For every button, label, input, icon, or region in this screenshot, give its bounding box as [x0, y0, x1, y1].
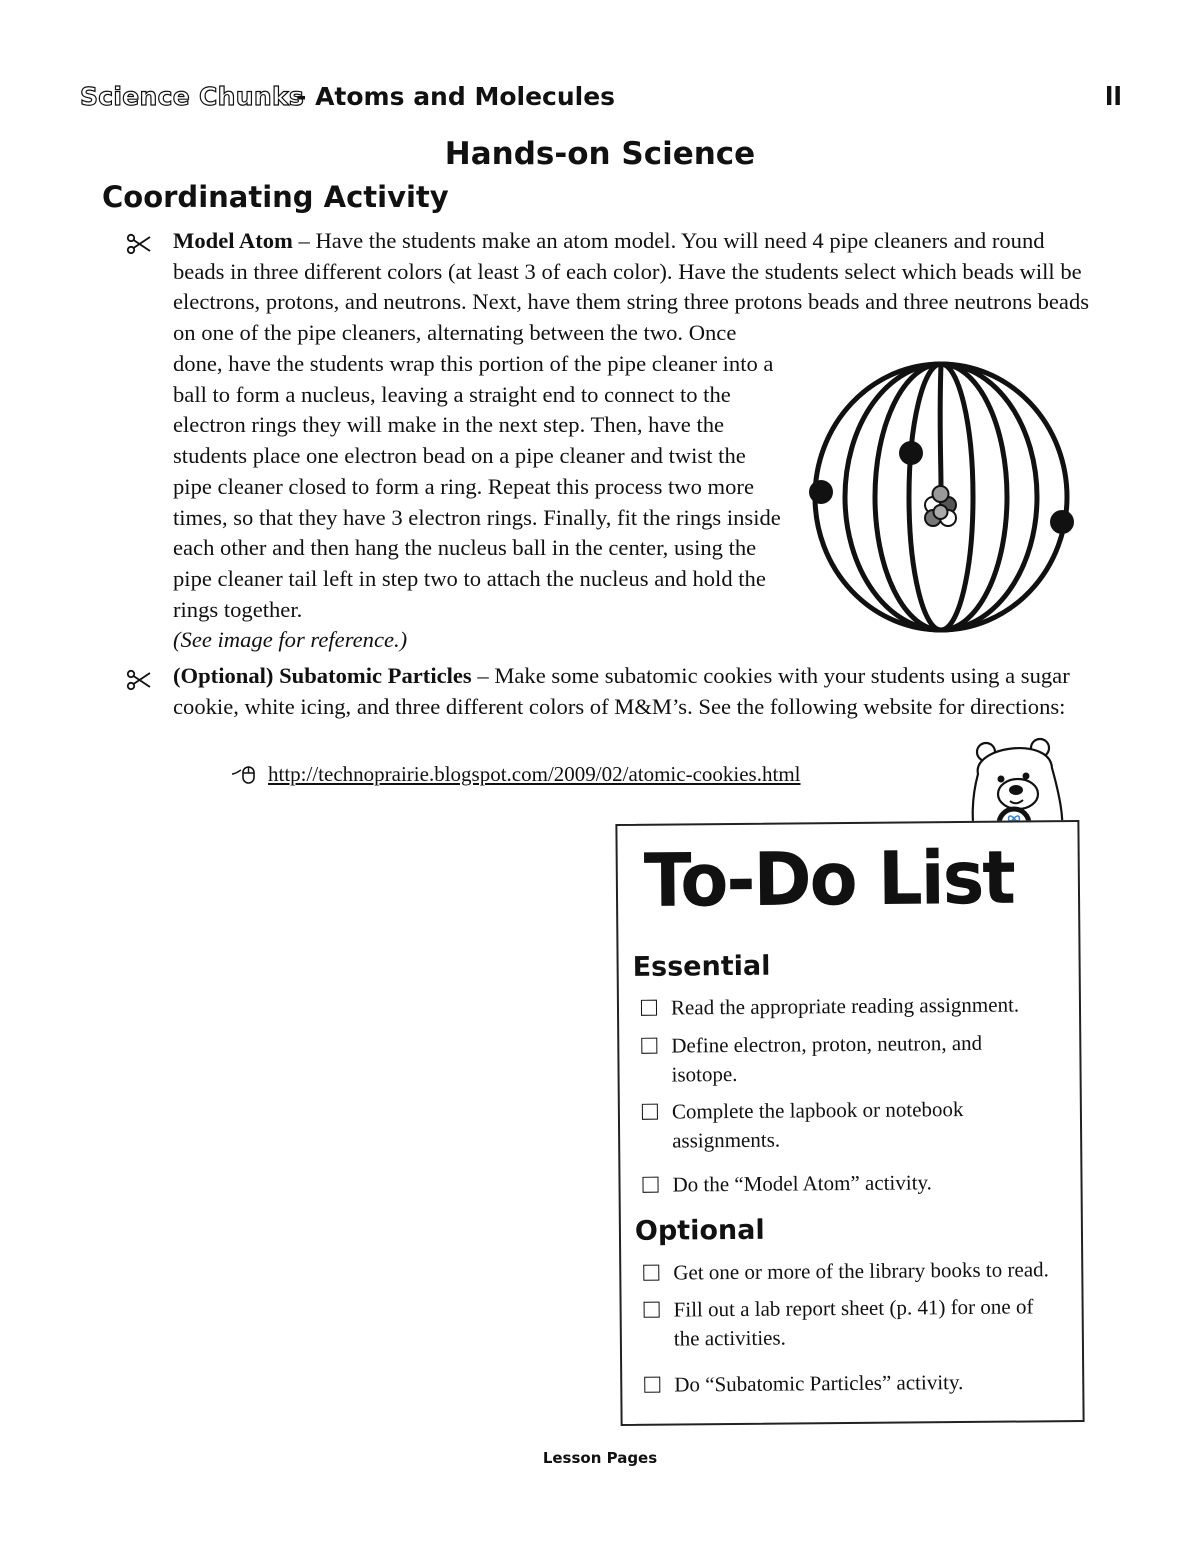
activity-label: (Optional) Subatomic Particles — [173, 663, 472, 688]
cookies-website-link[interactable]: http://technoprairie.blogspot.com/2009/02/atomic-cookies.html — [268, 762, 801, 786]
activity-text: – Have the students make an atom model. You will need 4 pipe cleaners and round beads in three different colors (at least 3 of each color). Have the students select which beads will be electrons, protons, and neutrons. Next, have them string three protons beads and three neutrons beads on one of the pipe cleaners, alternating between the two. Once — [173, 228, 1090, 346]
scissors-icon — [126, 232, 152, 256]
checklist-item[interactable]: Complete the lapbook or notebook assignments. — [642, 1094, 1062, 1098]
activity-text: – Make some subatomic cookies with your students using a sugar cookie, white icing, and three different colors of M&M’s. See the following website for directions: — [173, 663, 1070, 719]
subatomic-paragraph — [173, 661, 1103, 722]
scissors-icon — [126, 668, 152, 692]
model-atom-paragraph — [173, 226, 1093, 349]
page-header — [80, 80, 1122, 120]
activity-text-continued: done, have the students wrap this portion of the pipe cleaner into a ball to form a nucleus, leaving a straight end to connect to the electron rings they will make in the next step. Then, have the students place one electron bead on a pipe cleaner and twist the pipe cleaner closed to form a ring. Repeat this process two more times, so that they have 3 electron rings. Finally, fit the rings inside each other and then hang the nucleus ball in the center, using the pipe cleaner tail left in step two to attach the nucleus and hold the rings together. — [173, 351, 781, 622]
checklist-item[interactable]: Read the appropriate reading assignment. — [641, 990, 1061, 994]
checklist-item[interactable]: Do the “Model Atom” activity. — [642, 1167, 1062, 1171]
mouse-icon — [230, 764, 260, 786]
brand-title: Science Chunks — [80, 82, 305, 111]
checkbox[interactable] — [643, 1265, 659, 1281]
chapter-title: - Atoms and Molecules — [296, 82, 616, 111]
page-title: Hands-on Science — [444, 136, 756, 172]
section-heading: Coordinating Activity — [102, 180, 449, 214]
todo-card — [615, 820, 1084, 1426]
checklist-item[interactable]: Do “Subatomic Particles” activity. — [644, 1367, 1064, 1371]
page-number: ll — [1104, 82, 1122, 111]
atom-model-icon — [805, 360, 1077, 640]
essential-heading: Essential — [632, 950, 771, 983]
checklist-item[interactable]: Get one or more of the library books to read. — [643, 1255, 1063, 1259]
model-atom-paragraph-cont — [173, 349, 788, 656]
todo-title: To-Do List — [643, 834, 1015, 924]
activity-label: Model Atom — [173, 228, 293, 253]
checkbox[interactable] — [642, 1177, 658, 1193]
checkbox[interactable] — [641, 1000, 657, 1016]
checkbox[interactable] — [644, 1302, 660, 1318]
optional-heading: Optional — [634, 1214, 765, 1247]
checklist-item[interactable]: Fill out a lab report sheet (p. 41) for one of the activities. — [644, 1292, 1064, 1296]
checkbox[interactable] — [641, 1038, 657, 1054]
checkbox[interactable] — [642, 1104, 658, 1120]
checkbox[interactable] — [644, 1377, 660, 1393]
page-footer: Lesson Pages — [542, 1449, 658, 1467]
reference-note: (See image for reference.) — [173, 627, 408, 653]
checklist-item[interactable]: Define electron, proton, neutron, and isotope. — [641, 1028, 1061, 1032]
